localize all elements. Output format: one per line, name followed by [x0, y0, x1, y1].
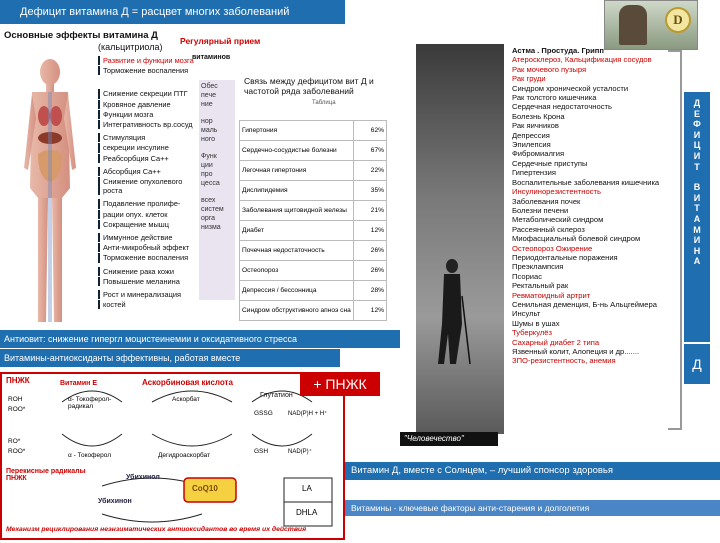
disease-item: Сердечные приступы	[512, 158, 588, 168]
disease-name-cell: Диабет	[240, 221, 354, 241]
side-letter	[684, 172, 710, 182]
function-column	[199, 80, 235, 300]
disease-item: Болезни печени	[512, 205, 569, 215]
disease-value-cell: 26%	[354, 241, 387, 261]
disease-item: Периодонтальные поражения	[512, 252, 618, 262]
list-bracket	[668, 50, 682, 430]
sun-banner: Витамин Д, вместе с Солнцем, – лучший спонсор здоровья	[345, 462, 720, 480]
disease-item: Преэклампсия	[512, 262, 564, 272]
disease-table	[239, 120, 389, 345]
table-heading: Связь между дефицитом вит Д и частотой ряда заболеваний	[244, 76, 374, 96]
col-word: ного	[201, 136, 216, 143]
dehydroascorbate-label: Дегидроаскорбат	[158, 452, 211, 459]
effect-item: рации опух. клеток	[98, 210, 198, 219]
glutathione-label: Глутатион	[260, 392, 293, 399]
disease-item: Туберкулёз	[512, 328, 552, 338]
side-letter: И	[693, 129, 701, 140]
col-word	[201, 144, 233, 152]
effect-item: Стимуляция	[98, 133, 198, 142]
disease-item: ЗПО-резистентность, анемия	[512, 356, 616, 366]
side-letter: Ц	[693, 140, 701, 151]
nadph-label: NAD(P)H + H⁺	[288, 411, 328, 417]
table-row	[240, 141, 387, 161]
disease-item: Воспалительные заболевания кишечника	[512, 177, 660, 187]
side-letter: Т	[694, 203, 700, 214]
col-word	[201, 109, 233, 117]
col-word: Функ	[201, 153, 217, 160]
side-letter: В	[693, 182, 701, 193]
rooh2-label: ROO*	[8, 448, 26, 455]
disease-value-cell: 12%	[354, 221, 387, 241]
dhla-label: DHLA	[296, 508, 318, 517]
effects-heading: Основные эффекты витамина Д	[4, 30, 158, 41]
disease-item: Рак мочевого пузыря	[512, 64, 587, 74]
side-letter: Н	[693, 245, 701, 256]
gssg-label: GSSG	[254, 410, 273, 417]
disease-item: Рак груди	[512, 74, 546, 84]
table-row	[240, 121, 387, 141]
disease-name-cell: Депрессия / бессонница	[240, 281, 354, 301]
ascorbic-label: Аскорбиновая кислота	[142, 378, 233, 387]
disease-value-cell: 67%	[354, 141, 387, 161]
disease-item: Инсулинорезистентность	[512, 187, 601, 197]
disease-item: Метаболический синдром	[512, 215, 604, 225]
effect-item: Иммунное действие	[98, 233, 198, 242]
disease-item: Рассеянный склероз	[512, 224, 585, 234]
side-letter: А	[693, 213, 701, 224]
side-letter: И	[693, 192, 701, 203]
col-word: систем	[201, 206, 224, 213]
col-word: ции	[201, 162, 213, 169]
disease-item: Язвенный колит, Алопеция и др.......	[512, 347, 640, 356]
vitamins-together-banner: Витамины-антиоксиданты эффективны, работая вместе	[0, 349, 340, 367]
walking-man-photo	[416, 44, 504, 434]
tocopherol-label: α - Токоферол	[68, 452, 111, 459]
effect-item: Торможение воспаления	[98, 253, 198, 262]
disease-name-cell: Легочная гипертония	[240, 161, 354, 181]
disease-name-cell: Гипертония	[240, 121, 354, 141]
disease-item: Остеопороз Ожирение	[512, 243, 593, 253]
effect-item: Функции мозга	[98, 110, 198, 119]
col-word: цесса	[201, 180, 220, 187]
disease-item: Фибромиалгия	[512, 149, 565, 159]
side-letter: Ф	[693, 119, 701, 130]
effect-item: Повышение меланина	[98, 277, 198, 286]
disease-value-cell: 21%	[354, 201, 387, 221]
pnzh-title: ПНЖК	[6, 376, 30, 385]
effect-item: Кровяное давление	[98, 100, 198, 109]
effect-item: костей	[98, 300, 198, 309]
recycling-mechanism-panel	[0, 372, 345, 540]
disease-name-cell: Заболевания щитовидной железы	[240, 201, 354, 221]
effect-item: Снижение секреции ПТГ	[98, 89, 198, 98]
col-word: орга	[201, 215, 216, 222]
ubiquinol-label: Убихинол	[126, 474, 160, 481]
disease-value-cell: 22%	[354, 161, 387, 181]
cycle-footer: Механизм рециклирования неэнзиматических антиоксидантов во время их действия	[6, 526, 307, 533]
disease-value-cell: 35%	[354, 181, 387, 201]
side-letter: Е	[693, 108, 700, 119]
table-row	[240, 201, 387, 221]
disease-name-cell: Дислипидемия	[240, 181, 354, 201]
side-letter: Т	[694, 161, 700, 172]
disease-item: Депрессия	[512, 130, 550, 140]
disease-item: Болезнь Крона	[512, 111, 565, 121]
coq10-label: CoQ10	[192, 484, 218, 493]
disease-item: Инсульт	[512, 309, 541, 319]
effect-item: Подавление пролифе-	[98, 199, 198, 208]
disease-item: Синдром хронической усталости	[512, 83, 629, 93]
table-row	[240, 261, 387, 281]
side-letter: А	[693, 256, 701, 267]
disease-value-cell: 26%	[354, 261, 387, 281]
disease-name-cell: Сердечно-сосудистые болезни	[240, 141, 354, 161]
table-caption: Таблица	[312, 100, 336, 106]
human-body-illustration	[22, 58, 78, 326]
disease-item: Рак толстого кишечника	[512, 93, 597, 103]
disease-item: Ревматоидный артрит	[512, 290, 591, 300]
factors-banner: Витамины - ключевые факторы анти-старения и долголетия	[345, 500, 720, 516]
gsh-label: GSH	[254, 448, 269, 455]
disease-item: Эпилепсия	[512, 140, 551, 150]
table-row	[240, 221, 387, 241]
table-row	[240, 181, 387, 201]
col-word: Обес	[201, 83, 218, 90]
humanity-caption: "Человечество"	[400, 432, 498, 446]
disease-value-cell: 62%	[354, 121, 387, 141]
table-row	[240, 241, 387, 261]
effect-item: Абсорбция Ca++	[98, 167, 198, 176]
col-word: пече	[201, 92, 216, 99]
antioxidant-banner: Антиовит: снижение гипергл моцистеинемии и оксидативного стресса	[0, 330, 400, 348]
vitamin-d-photo	[604, 0, 698, 50]
effects-heading-sub: (кальцитриола)	[98, 42, 163, 52]
effect-item: Рост и минерализация	[98, 290, 198, 299]
vitamin-d-letter: Д	[684, 344, 710, 384]
person-figure	[619, 5, 647, 45]
disease-item: Шумы в ушах	[512, 318, 560, 328]
ubiquinone-label: Убихинон	[98, 498, 132, 505]
disease-item: Атеросклероз, Кальцификация сосудов	[512, 55, 652, 65]
disease-value-cell: 12%	[354, 301, 387, 321]
disease-item: Рак яичников	[512, 121, 559, 131]
col-word: низма	[201, 224, 221, 231]
effect-item: Интегративность вр.сосуд	[98, 120, 198, 129]
ascorbate-label: Аскорбат	[172, 396, 200, 403]
col-word: всех	[201, 197, 216, 204]
col-word: про	[201, 171, 213, 178]
disease-list	[508, 44, 668, 430]
page-title: Дефицит витамина Д = расцвет многих заболеваний	[0, 0, 345, 24]
col-word: ние	[201, 101, 213, 108]
d-badge: D	[665, 7, 691, 33]
rooh-label: ROO*	[8, 406, 26, 413]
effect-item: Торможение воспаления	[98, 66, 198, 75]
nadp-label: NAD(P)⁺	[288, 449, 312, 455]
disease-name-cell: Синдром обструктивного апноэ сна	[240, 301, 354, 321]
effect-item: Снижение опухолевого роста	[98, 177, 198, 195]
tocopherol-radical-label: α- Токоферол-радикал	[68, 396, 112, 410]
disease-item: Заболевания почек	[512, 196, 581, 206]
col-word: маль	[201, 127, 218, 134]
disease-name-cell: Почечная недостаточность	[240, 241, 354, 261]
disease-value-cell: 28%	[354, 281, 387, 301]
effect-item: Снижение ракa кожи	[98, 267, 198, 276]
effect-item: секреции инсулине	[98, 143, 198, 152]
disease-item: Астма . Простуда. Грипп	[512, 46, 604, 55]
ro-label: RO*	[8, 438, 21, 445]
man-silhouette	[416, 44, 504, 434]
disease-item: Сахарный диабет 2 типа	[512, 337, 600, 347]
la-label: LA	[302, 484, 312, 493]
vitamin-e-label: Витамин Е	[60, 380, 98, 387]
disease-item: Гипертензия	[512, 168, 556, 178]
col-word	[201, 188, 233, 196]
disease-item: Сердечная недостаточность	[512, 102, 612, 112]
disease-item: Сенильная деменция, Б-нь Альцгеймера	[512, 299, 657, 309]
side-letter: Д	[693, 98, 701, 108]
side-letter: И	[693, 235, 701, 246]
disease-item: Псориас	[512, 271, 543, 281]
col-word: нор	[201, 118, 213, 125]
regular-intake-label: Регулярный прием	[180, 36, 261, 46]
side-letter: М	[693, 224, 701, 235]
pnzh-badge: + ПНЖК	[300, 372, 380, 396]
table-row	[240, 301, 387, 321]
effect-item: Развитие и функции мозга	[98, 56, 198, 65]
regular-intake-label-2: витаминов	[192, 54, 231, 61]
side-letter: И	[693, 150, 701, 161]
roh-label: ROH	[8, 396, 23, 403]
table-row	[240, 161, 387, 181]
effect-item: Анти-микробный эффект	[98, 243, 198, 252]
disease-item: Миофасциальный болевой синдром	[512, 234, 641, 244]
deficit-vertical-label	[684, 92, 710, 342]
effects-list	[98, 56, 198, 310]
disease-item: Ректальный рак	[512, 281, 569, 291]
peroxide-label: Перекисные радикалы ПНЖК	[6, 468, 86, 482]
disease-name-cell: Остеопороз	[240, 261, 354, 281]
table-row	[240, 281, 387, 301]
effect-item: Сокращение мышц	[98, 220, 198, 229]
effect-item: Реабсорбция Ca++	[98, 154, 198, 163]
